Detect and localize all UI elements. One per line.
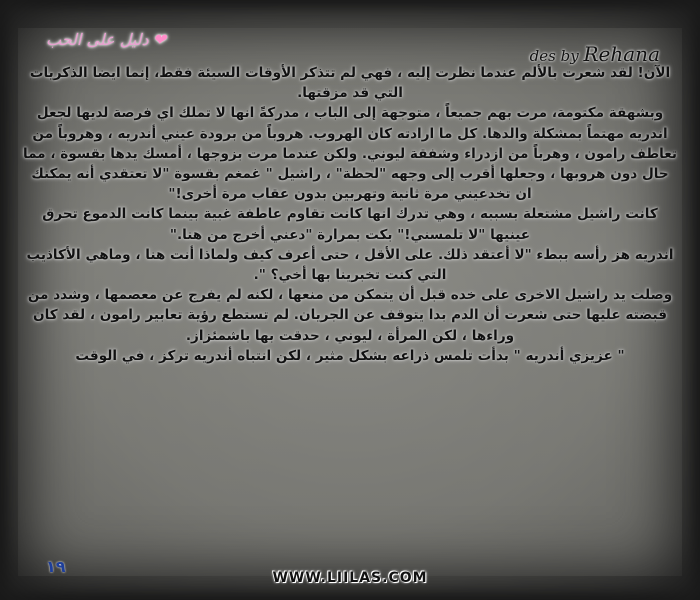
- paragraph: وصلت يد راشيل الاخرى على خده قبل أن يتمكن من منعها ، لكنه لم يفرج عن معصمها ، وشدد من قبضته عليها حتى شعرت أن الدم بدا يتوقف عن الجريان. لم تستطع رؤية تعابير رامون ، لقد كان وراءها ، لكن المرأة ، ليوني ، حدقت بها باشمئزاز.: [27, 287, 673, 344]
- paragraph: الآن! لقد شعرت بالألم عندما نظرت إليه ، فهي لم تتذكر الأوقات السيئة فقط، إنما ايضا الذكريات التي قد مزقتها.: [29, 65, 671, 102]
- story-text: [22, 63, 678, 366]
- paragraph: كانت راشيل مشتعلة بسببه ، وهي تدرك انها كانت تقاوم عاطفة غبية بينما كانت الدموع تحرق عينيها "لا تلمسني!" بكت بمرارة "دعني أخرج من هنا.": [42, 206, 658, 243]
- logo-text: دليل على الحب: [46, 30, 149, 49]
- site-watermark: WWW.LIILAS.COM: [272, 570, 428, 586]
- designer-credit: [530, 42, 660, 66]
- credit-prefix: des by: [529, 47, 579, 65]
- heart-icon: ❤: [152, 30, 167, 49]
- paragraph: وبشهقة مكتومة، مرت بهم جميعاً ، متوجهة إلى الباب ، مدركةً انها لا تملك اي فرصة لديها لجعل اندريه مهتماً بمشكلة والدها. كل ما ارادته كان الهروب. هروباً من برودة عيني أندريه ، وهروباً من تعاطف رامون ، وهرباً من ازدراء وشفقة ليوني. ولكن عندما مرت بزوجها ، أمسك يدها بقسوة ، مما حال دون هروبها ، وجعلها أقرب إلى وجهه "لحظة" ، راشيل " غمغم بقسوة "لا تعتقدي أنه يمكنك ان تخدعيني مرة ثانية وتهربين بدون عقاب مرة أخرى!": [22, 105, 678, 203]
- credit-name: Rehana: [583, 42, 660, 66]
- page-number: ١٩: [46, 557, 66, 576]
- logo: [46, 30, 166, 49]
- paragraph: اندريه هز رأسه ببطء "لا أعتقد ذلك. على الأقل ، حتى أعرف كيف ولماذا أنت هنا ، وماهي الأكاذيب التي كنت تخبرينا بها أخي؟ ".: [26, 246, 674, 284]
- paragraph: " عزيزي أندريه " بدأت تلمس ذراعه بشكل مثير ، لكن انتباه أندريه تركز ، في الوقت: [75, 347, 625, 364]
